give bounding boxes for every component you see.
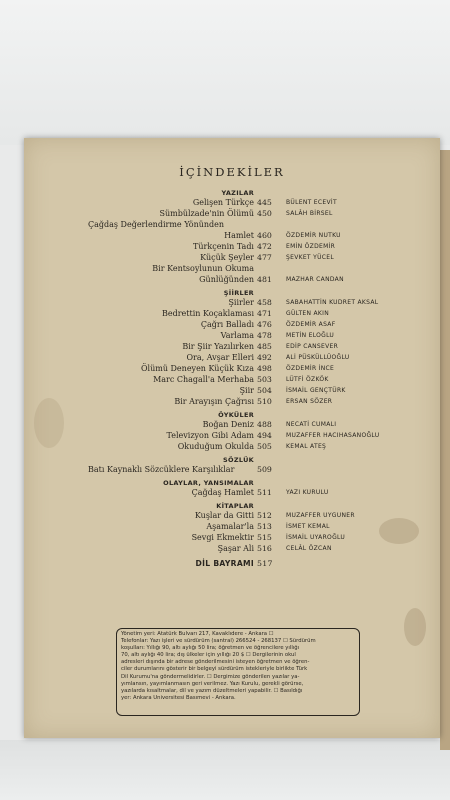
adjacent-page-edge bbox=[440, 150, 450, 750]
entry-title: Batı Kaynaklı Sözcüklere Karşılıklar bbox=[88, 465, 235, 474]
paper-stain bbox=[404, 608, 426, 646]
entry-author: BÜLENT ECEVİT bbox=[286, 199, 337, 206]
entry-title: Aşamalar'la bbox=[206, 522, 254, 531]
toc-entry bbox=[24, 342, 440, 353]
entry-title: Sümbülzade'nin Ölümü bbox=[159, 209, 254, 218]
entry-page-number: 510 bbox=[257, 397, 272, 406]
entry-author: METİN ELOĞLU bbox=[286, 332, 335, 339]
section-heading-label: ÖYKÜLER bbox=[218, 411, 254, 419]
entry-author: MUZAFFER UYGUNER bbox=[286, 512, 355, 519]
entry-author: ALİ PÜSKÜLLÜOĞLU bbox=[286, 354, 350, 361]
entry-author: LÜTFİ ÖZKÖK bbox=[286, 376, 329, 383]
entry-title: Bir Şiir Yazılırken bbox=[182, 342, 254, 351]
entry-page-number: 494 bbox=[257, 431, 272, 440]
entry-page-number: 478 bbox=[257, 331, 272, 340]
entry-author: İSMAİL GENÇTÜRK bbox=[286, 387, 346, 394]
entry-page-number: 516 bbox=[257, 544, 272, 553]
toc-entry bbox=[24, 242, 440, 253]
section-heading-label: ŞİİRLER bbox=[223, 289, 254, 297]
entry-author: GÜLTEN AKIN bbox=[286, 310, 330, 317]
toc-entry bbox=[24, 320, 440, 331]
entry-title: Türkçenin Tadı bbox=[193, 242, 254, 251]
entry-title: Gelişen Türkçe bbox=[192, 198, 254, 207]
section-page-number: 517 bbox=[257, 559, 273, 568]
entry-title: Televizyon Gibi Adam bbox=[166, 431, 254, 440]
toc-entry bbox=[24, 220, 440, 231]
entry-author: SABAHATTİN KUDRET AKSAL bbox=[286, 299, 379, 306]
info-line: yer: Ankara Üniversitesi Basımevi - Ankara. bbox=[121, 694, 236, 701]
entry-page-number: 458 bbox=[257, 298, 272, 307]
toc-entry bbox=[24, 264, 440, 275]
entry-title: Varlama bbox=[220, 331, 254, 340]
toc-entry bbox=[24, 511, 440, 522]
entry-page-number: 512 bbox=[257, 511, 272, 520]
toc-entry bbox=[24, 431, 440, 442]
entry-title: Ölümü Deneyen Küçük Kıza bbox=[140, 364, 254, 373]
entry-author: KEMAL ATEŞ bbox=[286, 443, 327, 450]
entry-title: Şiirler bbox=[228, 298, 254, 307]
table-of-contents bbox=[24, 186, 440, 569]
entry-page-number: 445 bbox=[257, 198, 272, 207]
entry-title: Kuşlar da Gitti bbox=[194, 511, 254, 520]
entry-page-number: 515 bbox=[257, 533, 272, 542]
section-heading-label: OLAYLAR, YANSIMALAR bbox=[163, 479, 254, 487]
section-heading bbox=[24, 186, 440, 198]
page-title: İÇİNDEKİLER bbox=[179, 165, 285, 179]
entry-page-number: 477 bbox=[257, 253, 272, 262]
entry-author: ŞEVKET YÜCEL bbox=[286, 254, 334, 261]
entry-page-number: 488 bbox=[257, 420, 272, 429]
toc-entry bbox=[24, 465, 440, 476]
entry-page-number: 485 bbox=[257, 342, 272, 351]
toc-entry bbox=[24, 298, 440, 309]
entry-page-number: 472 bbox=[257, 242, 272, 251]
entry-page-number: 476 bbox=[257, 320, 272, 329]
entry-title: Çağdaş Hamlet bbox=[191, 488, 254, 497]
section-heading bbox=[24, 476, 440, 488]
entry-page-number: 471 bbox=[257, 309, 272, 318]
info-line: Yönetim yeri: Atatürk Bulvarı 217, Kavaklıdere - Ankara ☐ bbox=[121, 631, 274, 637]
entry-author: CELÂL ÖZCAN bbox=[286, 545, 332, 552]
entry-author: NECATİ CUMALI bbox=[286, 421, 337, 428]
info-line: Dil Kurumu'na göndermelidirler. ☐ Dergimize gönderilen yazılar ya- bbox=[121, 673, 300, 680]
section-heading bbox=[24, 286, 440, 298]
entry-page-number: 511 bbox=[257, 488, 272, 497]
toc-entry bbox=[24, 522, 440, 533]
section-heading-label: DİL BAYRAMI bbox=[195, 559, 254, 568]
entry-title: Şiir bbox=[239, 386, 254, 395]
toc-entry bbox=[24, 198, 440, 209]
toc-entry bbox=[24, 253, 440, 264]
entry-page-number: 450 bbox=[257, 209, 272, 218]
entry-title: Hamlet bbox=[224, 231, 254, 240]
entry-author: MAZHAR CANDAN bbox=[286, 276, 344, 283]
toc-entry bbox=[24, 420, 440, 431]
entry-page-number: 481 bbox=[257, 275, 272, 284]
toc-entry bbox=[24, 375, 440, 386]
toc-entry bbox=[24, 488, 440, 499]
entry-author: SALÂH BİRSEL bbox=[286, 210, 333, 217]
background-bottom bbox=[0, 740, 450, 800]
entry-page-number: 509 bbox=[257, 465, 272, 474]
toc-entry bbox=[24, 309, 440, 320]
toc-entry bbox=[24, 231, 440, 242]
magazine-page bbox=[24, 138, 440, 738]
entry-title: Ora, Avşar Elleri bbox=[186, 353, 254, 362]
entry-author: YAZI KURULU bbox=[286, 489, 329, 496]
info-line: yazılarda kısaltmalar, dil ve yazım düzeltmeleri yapabilir. ☐ Basıldığı bbox=[121, 687, 303, 694]
entry-title: Günlüğünden bbox=[199, 275, 254, 284]
entry-title: Çağdaş Değerlendirme Yönünden bbox=[88, 220, 225, 229]
entry-title: Çağrı Balladı bbox=[200, 320, 254, 329]
entry-title: Bedrettin Koçaklaması bbox=[162, 309, 254, 318]
section-heading-label: KİTAPLAR bbox=[216, 502, 254, 510]
entry-author: EMİN ÖZDEMİR bbox=[286, 243, 336, 250]
toc-entry bbox=[24, 364, 440, 375]
toc-entry bbox=[24, 353, 440, 364]
publication-info-box bbox=[116, 628, 360, 716]
background-top bbox=[0, 0, 450, 145]
section-heading bbox=[24, 453, 440, 465]
entry-author: ÖZDEMİR ASAF bbox=[286, 321, 336, 328]
entry-author: MUZAFFER HACIHASANOĞLU bbox=[286, 432, 380, 439]
entry-author: İSMET KEMAL bbox=[286, 523, 330, 530]
toc-entry bbox=[24, 331, 440, 342]
toc-entry bbox=[24, 442, 440, 453]
entry-page-number: 505 bbox=[257, 442, 272, 451]
section-heading bbox=[24, 408, 440, 420]
entry-page-number: 513 bbox=[257, 522, 272, 531]
toc-entry bbox=[24, 275, 440, 286]
entry-page-number: 492 bbox=[257, 353, 272, 362]
info-line: Telefonlar: Yazı işleri ve sürdürüm (santral) 266524 - 268137 ☐ Sürdürüm bbox=[121, 638, 316, 645]
entry-title: Bir Arayışın Çağrısı bbox=[174, 397, 254, 406]
entry-page-number: 503 bbox=[257, 375, 272, 384]
info-line: koşulları: Yıllığı 90, altı aylığı 50 lira; öğretmen ve öğrencilere yıllığı bbox=[121, 645, 300, 652]
entry-title: Boğan Deniz bbox=[202, 420, 254, 429]
entry-author: ERSAN SÖZER bbox=[286, 398, 333, 405]
section-heading-label: SÖZLÜK bbox=[223, 456, 254, 464]
info-line: ciler durumlarını gösterir bir belgeyi sürdürüm istekleriyle birlikte Türk bbox=[121, 666, 308, 673]
entry-author: ÖZDEMİR NUTKU bbox=[286, 232, 341, 239]
toc-entry bbox=[24, 386, 440, 397]
toc-entry bbox=[24, 397, 440, 408]
entry-title: Sevgi Ekmektir bbox=[191, 533, 254, 542]
entry-author: İSMAİL UYAROĞLU bbox=[286, 534, 346, 541]
entry-page-number: 504 bbox=[257, 386, 272, 395]
toc-entry bbox=[24, 544, 440, 555]
entry-title: Küçük Şeyler bbox=[200, 253, 254, 262]
entry-page-number: 498 bbox=[257, 364, 272, 373]
section-heading bbox=[24, 499, 440, 511]
toc-entry bbox=[24, 209, 440, 220]
toc-entry bbox=[24, 533, 440, 544]
section-heading bbox=[24, 555, 440, 569]
entry-title: Okuduğum Okulda bbox=[177, 442, 254, 451]
info-line: yımlansın, yayımlanmasın geri verilmez. Yazı Kurulu, gerekli görürse, bbox=[121, 680, 304, 687]
section-heading-label: YAZILAR bbox=[221, 189, 254, 197]
entry-author: ÖZDEMİR İNCE bbox=[286, 365, 335, 372]
entry-title: Marc Chagall'a Merhaba bbox=[153, 375, 254, 384]
info-line: 70, altı aylığı 40 lira; dış ülkeler için yıllığı 20 $ ☐ Dergilerinin okul bbox=[121, 652, 296, 659]
entry-title: Bir Kentsoylunun Okuma bbox=[152, 264, 254, 273]
info-line: adresleri dışında bir adrese gönderilmesini isteyen öğretmen ve öğren- bbox=[121, 659, 310, 666]
entry-title: Şaşar Ali bbox=[217, 544, 254, 553]
entry-author: EDİP CANSEVER bbox=[286, 343, 339, 350]
entry-page-number: 460 bbox=[257, 231, 272, 240]
